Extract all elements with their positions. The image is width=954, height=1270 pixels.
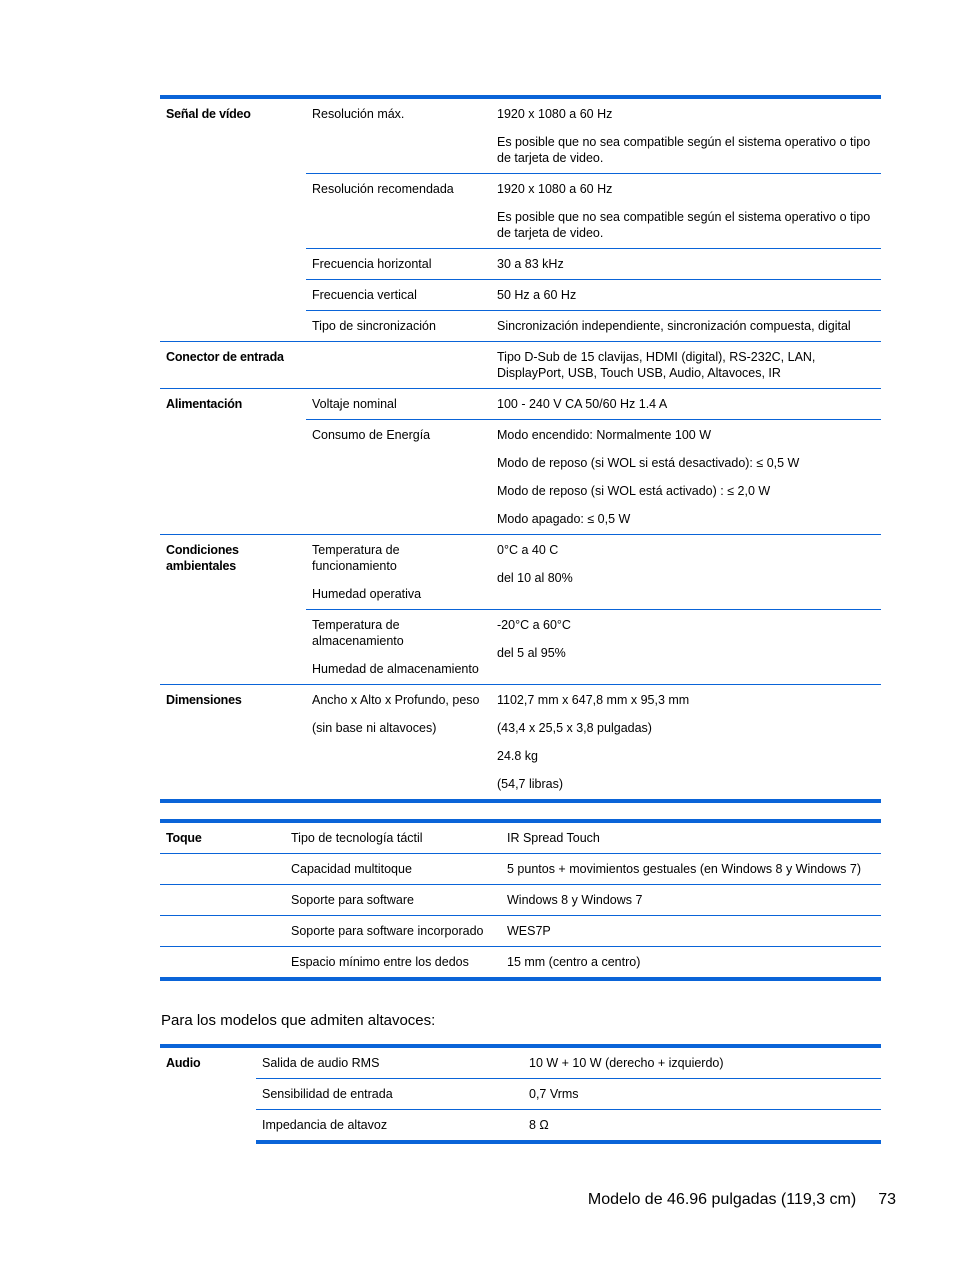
spec-table-general xyxy=(160,95,881,803)
category-cell: Alimentación xyxy=(160,389,306,535)
spec-value: 1920 x 1080 a 60 Hz Es posible que no sea compatible según el sistema operativo o tipo de tarjeta de video. xyxy=(491,97,881,174)
spec-label: Temperatura de almacenamiento Humedad de almacenamiento xyxy=(306,610,491,685)
spec-value: WES7P xyxy=(501,916,881,947)
spec-label: Ancho x Alto x Profundo, peso (sin base ni altavoces) xyxy=(306,685,491,802)
spec-value: 1920 x 1080 a 60 Hz Es posible que no sea compatible según el sistema operativo o tipo de tarjeta de video. xyxy=(491,174,881,249)
spec-label: Soporte para software xyxy=(285,885,501,916)
spec-value: 1102,7 mm x 647,8 mm x 95,3 mm (43,4 x 25,5 x 3,8 pulgadas) 24.8 kg (54,7 libras) xyxy=(491,685,881,802)
spec-value: 10 W + 10 W (derecho + izquierdo) xyxy=(523,1046,881,1079)
category-cell: Toque xyxy=(160,821,285,854)
spec-label: Frecuencia vertical xyxy=(306,280,491,311)
spec-value: 30 a 83 kHz xyxy=(491,249,881,280)
spec-value: Modo encendido: Normalmente 100 W Modo de reposo (si WOL si está desactivado): ≤ 0,5 W Modo de reposo (si WOL está activado) : ≤ 2,0 W Modo apagado: ≤ 0,5 W xyxy=(491,420,881,535)
spec-label: Impedancia de altavoz xyxy=(256,1110,523,1143)
page-footer xyxy=(588,1191,896,1209)
category-cell xyxy=(160,854,285,885)
spec-label: Tipo de sincronización xyxy=(306,311,491,342)
category-cell xyxy=(160,947,285,980)
spec-value: Sincronización independiente, sincronización compuesta, digital xyxy=(491,311,881,342)
spec-value: 0°C a 40 C del 10 al 80% xyxy=(491,535,881,610)
spec-label: Salida de audio RMS xyxy=(256,1046,523,1079)
spec-value: Windows 8 y Windows 7 xyxy=(501,885,881,916)
spec-value: 0,7 Vrms xyxy=(523,1079,881,1110)
spec-label: Resolución máx. xyxy=(306,97,491,174)
spec-value: 50 Hz a 60 Hz xyxy=(491,280,881,311)
category-cell xyxy=(160,916,285,947)
page-number: 73 xyxy=(878,1191,896,1208)
footer-title: Modelo de 46.96 pulgadas (119,3 cm) xyxy=(587,1191,857,1208)
category-cell: Señal de vídeo xyxy=(160,97,306,342)
category-cell: Audio xyxy=(160,1046,256,1142)
spec-label: Soporte para software incorporado xyxy=(285,916,501,947)
category-cell xyxy=(160,885,285,916)
category-cell: Conector de entrada xyxy=(160,342,306,389)
spec-label: Consumo de Energía xyxy=(306,420,491,535)
spec-table-audio xyxy=(160,1044,881,1144)
speakers-intro-text: Para los modelos que admiten altavoces: xyxy=(161,1012,436,1029)
spec-label: Frecuencia horizontal xyxy=(306,249,491,280)
spec-label: Resolución recomendada xyxy=(306,174,491,249)
spec-label: Tipo de tecnología táctil xyxy=(285,821,501,854)
spec-value: 8 Ω xyxy=(523,1110,881,1143)
spec-value: Tipo D-Sub de 15 clavijas, HDMI (digital), RS-232C, LAN, DisplayPort, USB, Touch USB, Audio, Altavoces, IR xyxy=(491,342,881,389)
spec-value: 5 puntos + movimientos gestuales (en Windows 8 y Windows 7) xyxy=(501,854,881,885)
spec-label: Voltaje nominal xyxy=(306,389,491,420)
spec-label: Temperatura de funcionamiento Humedad operativa xyxy=(306,535,491,610)
spec-table-touch xyxy=(160,819,881,981)
spec-label: Capacidad multitoque xyxy=(285,854,501,885)
category-cell: Dimensiones xyxy=(160,685,306,802)
spec-label: Espacio mínimo entre los dedos xyxy=(285,947,501,980)
spec-label: Sensibilidad de entrada xyxy=(256,1079,523,1110)
spec-value: -20°C a 60°C del 5 al 95% xyxy=(491,610,881,685)
category-cell: Condiciones ambientales xyxy=(160,535,306,685)
spec-label xyxy=(306,342,491,389)
spec-value: IR Spread Touch xyxy=(501,821,881,854)
spec-value: 100 - 240 V CA 50/60 Hz 1.4 A xyxy=(491,389,881,420)
spec-value: 15 mm (centro a centro) xyxy=(501,947,881,980)
